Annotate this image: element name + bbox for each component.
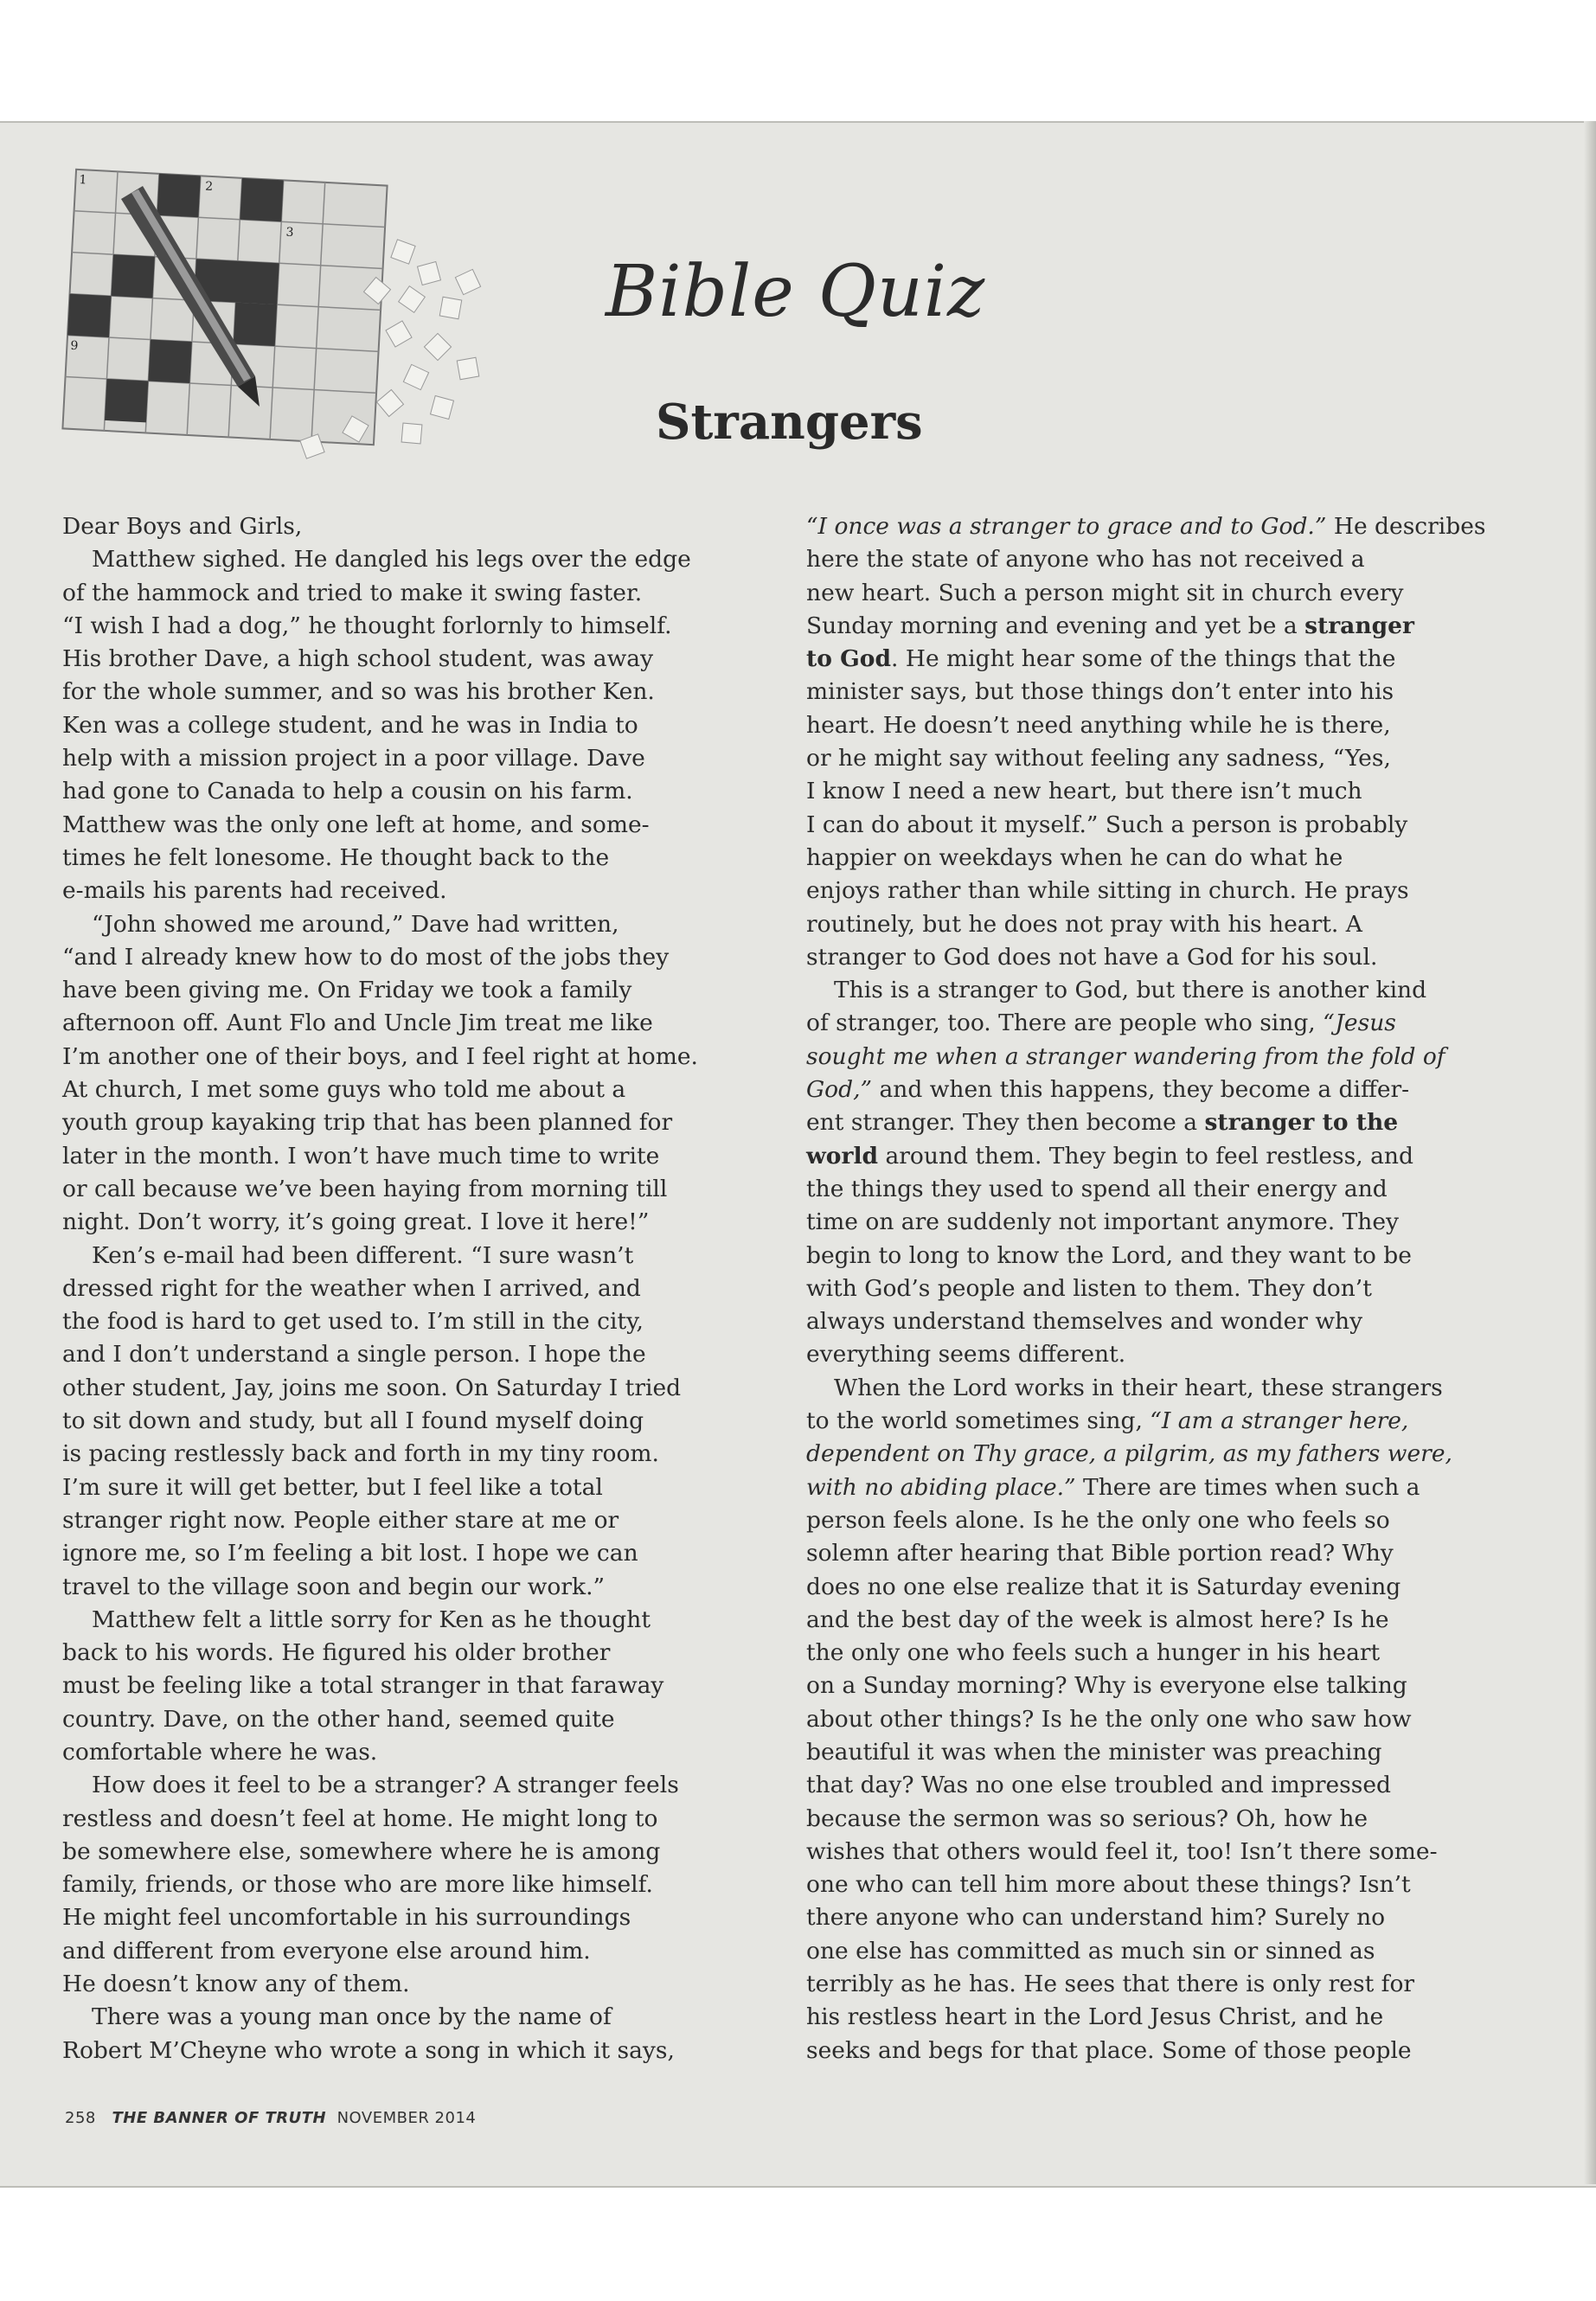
text-line: “I wish I had a dog,” he thought forlornly to himself. <box>62 612 672 639</box>
text-line <box>806 1272 1486 1305</box>
text-line <box>806 908 1486 941</box>
text-line: and different from everyone else around him. <box>62 1937 591 1965</box>
text-line <box>806 1471 1486 1504</box>
text-line <box>806 941 1486 974</box>
text-line: back to his words. He figured his older brother <box>62 1639 611 1667</box>
text-segment: solemn after hearing that Bible portion read? Why <box>806 1540 1394 1567</box>
text-line <box>806 510 1486 543</box>
text-line <box>806 1703 1486 1736</box>
text-line <box>806 1968 1486 2001</box>
text-line <box>806 842 1486 875</box>
text-segment: about other things? Is he the only one who saw how <box>806 1705 1412 1733</box>
text-line: help with a mission project in a poor village. Dave <box>62 745 645 772</box>
grid-number-1: 1 <box>79 172 87 188</box>
text-line: of the hammock and tried to make it swing faster. <box>62 579 643 606</box>
text-line <box>806 543 1486 576</box>
text-line: have been giving me. On Friday we took a family <box>62 977 632 1004</box>
text-segment: his restless heart in the Lord Jesus Christ, and he <box>806 2003 1384 2031</box>
text-line <box>806 775 1486 808</box>
text-line <box>806 1206 1486 1239</box>
text-line <box>806 1007 1486 1040</box>
text-line: youth group kayaking trip that has been planned for <box>62 1109 673 1137</box>
page-footer <box>65 2109 476 2127</box>
page-edge-shadow <box>1584 121 1596 2184</box>
italic-quote: with no abiding place.” <box>806 1473 1076 1501</box>
text-line <box>806 1769 1486 1802</box>
text-line: for the whole summer, and so was his brother Ken. <box>62 678 655 706</box>
text-line <box>806 1438 1486 1471</box>
grid-number-3: 3 <box>285 225 294 240</box>
text-line: Ken was a college student, and he was in India to <box>62 711 638 739</box>
text-line <box>806 2001 1486 2034</box>
text-segment: enjoys rather than while sitting in church. He prays <box>806 877 1409 905</box>
text-segment: happier on weekdays when he can do what he <box>806 843 1343 871</box>
text-segment: There are times when such a <box>1075 1473 1420 1501</box>
right-column <box>806 510 1486 2067</box>
text-segment: person feels alone. Is he the only one who feels so <box>806 1506 1390 1534</box>
text-segment: terribly as he has. He sees that there is only rest for <box>806 1971 1415 1998</box>
text-line: ignore me, so I’m feeling a bit lost. I hope we can <box>62 1540 638 1567</box>
crossword-puzzle-illustration <box>61 160 493 480</box>
text-line: be somewhere else, somewhere where he is among <box>62 1837 661 1865</box>
text-segment: stranger to God does not have a God for his soul. <box>806 943 1378 971</box>
bold-phrase: world <box>806 1142 879 1170</box>
issue-date: NOVEMBER 2014 <box>337 2109 477 2127</box>
text-line: At church, I met some guys who told me about a <box>62 1076 626 1104</box>
text-line <box>806 1173 1486 1206</box>
text-line <box>806 2035 1486 2067</box>
quiz-title: Bible Quiz <box>606 251 986 333</box>
text-line: to sit down and study, but all I found myself doing <box>62 1407 644 1435</box>
italic-quote: God,” <box>806 1076 873 1104</box>
text-line <box>806 709 1486 742</box>
text-segment: begin to long to know the Lord, and they want to be <box>806 1241 1412 1269</box>
text-line: I’m another one of their boys, and I feel right at home. <box>62 1042 698 1070</box>
crossword-grid <box>62 170 387 445</box>
text-line: night. Don’t worry, it’s going great. I love it here!” <box>62 1208 650 1236</box>
text-segment: I can do about it myself.” Such a person is probably <box>806 811 1408 838</box>
text-line: There was a young man once by the name of <box>92 2003 612 2031</box>
text-segment: . He might hear some of the things that the <box>890 645 1396 673</box>
text-line: and I don’t understand a single person. I hope the <box>62 1341 646 1368</box>
text-segment: beautiful it was when the minister was preaching <box>806 1738 1382 1766</box>
italic-quote: “I am a stranger here, <box>1150 1407 1409 1435</box>
text-line: other student, Jay, joins me soon. On Saturday I tried <box>62 1374 682 1401</box>
text-line <box>806 1637 1486 1670</box>
text-segment: there anyone who can understand him? Surely no <box>806 1904 1386 1932</box>
text-segment: wishes that others would feel it, too! Isn’t there some- <box>806 1837 1438 1865</box>
text-line <box>806 1372 1486 1405</box>
text-line <box>806 1504 1486 1537</box>
text-segment: around them. They begin to feel restless, and <box>878 1142 1413 1170</box>
text-segment: routinely, but he does not pray with his heart. A <box>806 910 1362 938</box>
text-line: travel to the village soon and begin our work.” <box>62 1573 606 1600</box>
text-segment: that day? Was no one else troubled and impressed <box>806 1772 1392 1799</box>
text-line <box>806 1305 1486 1338</box>
text-segment: new heart. Such a person might sit in church every <box>806 579 1404 606</box>
text-segment: the only one who feels such a hunger in his heart <box>806 1639 1381 1667</box>
magazine-name: THE BANNER OF TRUTH <box>112 2109 327 2127</box>
text-line <box>806 1736 1486 1769</box>
text-line: Dear Boys and Girls, <box>62 513 303 540</box>
text-segment: time on are suddenly not important anymore. They <box>806 1208 1399 1236</box>
text-line: afternoon off. Aunt Flo and Uncle Jim treat me like <box>62 1009 653 1037</box>
text-line: Matthew felt a little sorry for Ken as he thought <box>92 1606 651 1633</box>
text-segment: This is a stranger to God, but there is another kind <box>834 977 1427 1004</box>
text-line: is pacing restlessly back and forth in my tiny room. <box>62 1440 659 1468</box>
text-line <box>806 1074 1486 1106</box>
text-line <box>806 1803 1486 1836</box>
text-line <box>806 1901 1486 1934</box>
text-segment: ent stranger. They then become a <box>806 1109 1205 1137</box>
text-segment: When the Lord works in their heart, these strangers <box>834 1374 1443 1401</box>
text-segment: on a Sunday morning? Why is everyone else talking <box>806 1672 1407 1700</box>
text-line: stranger right now. People either stare at me or <box>62 1506 619 1534</box>
grid-number-2: 2 <box>204 179 214 195</box>
text-line <box>806 1604 1486 1637</box>
text-line: or call because we’ve been haying from morning till <box>62 1175 668 1202</box>
italic-quote: sought me when a stranger wandering from the fold of <box>806 1042 1445 1070</box>
text-segment: because the sermon was so serious? Oh, how he <box>806 1804 1368 1832</box>
text-line: Ken’s e-mail had been different. “I sure wasn’t <box>92 1241 634 1269</box>
text-line: country. Dave, on the other hand, seemed quite <box>62 1705 615 1733</box>
text-line <box>806 676 1486 708</box>
left-column <box>62 510 698 2067</box>
text-line: His brother Dave, a high school student, was away <box>62 645 654 673</box>
text-line: times he felt lonesome. He thought back to the <box>62 843 610 871</box>
text-line <box>806 875 1486 907</box>
text-line: e-mails his parents had received. <box>62 877 447 905</box>
text-line <box>806 1140 1486 1173</box>
text-segment: minister says, but those things don’t enter into his <box>806 678 1394 706</box>
text-segment: here the state of anyone who has not received a <box>806 546 1365 574</box>
text-line <box>806 1571 1486 1604</box>
text-line: later in the month. I won’t have much time to write <box>62 1142 660 1170</box>
text-line: had gone to Canada to help a cousin on his farm. <box>62 778 633 805</box>
text-segment: does no one else realize that it is Saturday evening <box>806 1573 1401 1600</box>
text-segment: and the best day of the week is almost here? Is he <box>806 1606 1389 1633</box>
text-segment: or he might say without feeling any sadness, “Yes, <box>806 745 1391 772</box>
text-line: How does it feel to be a stranger? A stranger feels <box>92 1772 679 1799</box>
text-line: “and I already knew how to do most of the jobs they <box>62 943 670 971</box>
text-line <box>806 1405 1486 1438</box>
text-segment: heart. He doesn’t need anything while he is there, <box>806 711 1391 739</box>
italic-quote: “Jesus <box>1323 1009 1396 1037</box>
bold-phrase: to God <box>806 645 891 673</box>
text-line <box>806 809 1486 842</box>
text-line <box>806 1537 1486 1570</box>
text-segment: one else has committed as much sin or sinned as <box>806 1937 1375 1965</box>
text-line: the food is hard to get used to. I’m still in the city, <box>62 1308 644 1336</box>
text-segment: the things they used to spend all their energy and <box>806 1175 1388 1202</box>
article-title: Strangers <box>656 394 923 451</box>
text-segment: I know I need a new heart, but there isn’t much <box>806 778 1362 805</box>
text-line: He doesn’t know any of them. <box>62 1971 410 1998</box>
text-line <box>806 1868 1486 1901</box>
text-line <box>806 1670 1486 1702</box>
text-line <box>806 1106 1486 1139</box>
text-line: family, friends, or those who are more like himself. <box>62 1871 653 1899</box>
text-line: Robert M’Cheyne who wrote a song in which it says, <box>62 2036 675 2064</box>
bold-phrase: stranger to the <box>1204 1109 1399 1137</box>
text-line: restless and doesn’t feel at home. He might long to <box>62 1804 658 1832</box>
text-segment: one who can tell him more about these things? Isn’t <box>806 1871 1411 1899</box>
italic-quote: dependent on Thy grace, a pilgrim, as my fathers were, <box>806 1440 1452 1468</box>
text-line <box>806 974 1486 1007</box>
text-segment: of stranger, too. There are people who sing, <box>806 1009 1324 1037</box>
text-line <box>806 643 1486 676</box>
text-line <box>806 1836 1486 1868</box>
text-line: dressed right for the weather when I arrived, and <box>62 1274 641 1302</box>
text-line: I’m sure it will get better, but I feel like a total <box>62 1473 603 1501</box>
text-line: He might feel uncomfortable in his surroundings <box>62 1904 631 1932</box>
text-line: Matthew sighed. He dangled his legs over the edge <box>92 546 691 574</box>
text-line <box>806 1041 1486 1074</box>
bold-phrase: stranger <box>1304 612 1414 639</box>
text-line <box>806 1338 1486 1371</box>
text-segment: He describes <box>1326 513 1486 540</box>
text-line <box>806 610 1486 643</box>
italic-quote: “I once was a stranger to grace and to God.” <box>806 513 1327 540</box>
text-segment: Sunday morning and evening and yet be a <box>806 612 1305 639</box>
grid-number-9: 9 <box>69 338 79 354</box>
text-segment: always understand themselves and wonder why <box>806 1308 1363 1336</box>
text-segment: everything seems different. <box>806 1341 1126 1368</box>
text-segment: to the world sometimes sing, <box>806 1407 1151 1435</box>
page-number: 258 <box>65 2109 96 2127</box>
text-segment: seeks and begs for that place. Some of those people <box>806 2036 1412 2064</box>
text-line: Matthew was the only one left at home, and some- <box>62 811 650 838</box>
text-segment: and when this happens, they become a differ- <box>872 1076 1410 1104</box>
text-line: comfortable where he was. <box>62 1738 378 1766</box>
text-line <box>806 577 1486 610</box>
text-line: “John showed me around,” Dave had written, <box>92 910 619 938</box>
text-line <box>806 1935 1486 1968</box>
text-line: must be feeling like a total stranger in that faraway <box>62 1672 664 1700</box>
text-segment: with God’s people and listen to them. They don’t <box>806 1274 1372 1302</box>
text-line <box>806 742 1486 775</box>
text-line <box>806 1240 1486 1272</box>
